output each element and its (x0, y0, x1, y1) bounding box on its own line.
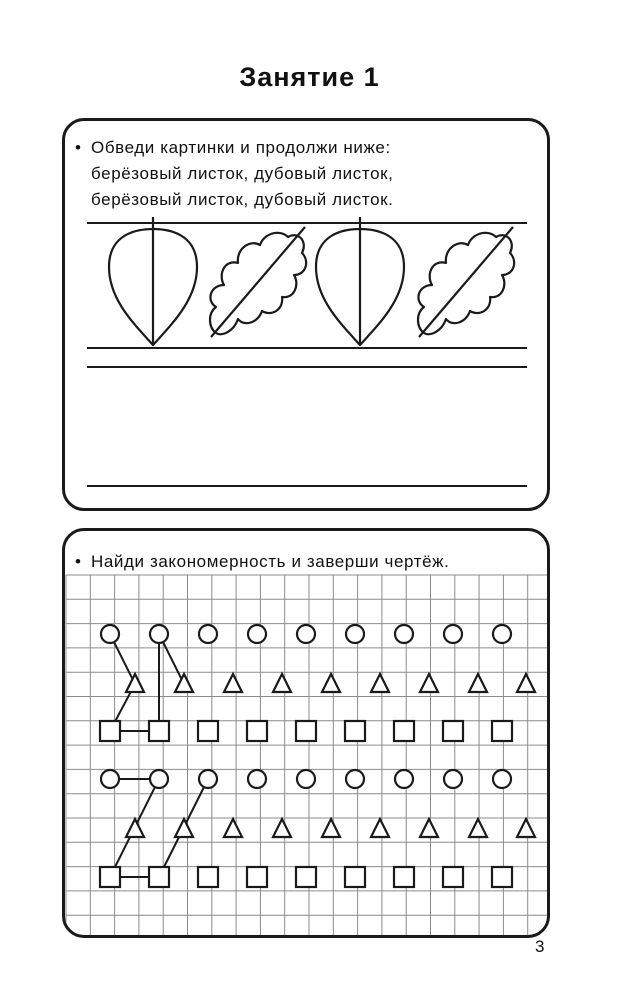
square-icon (100, 721, 120, 741)
circle-icon (101, 625, 119, 643)
triangle-icon (420, 819, 438, 837)
bullet-icon: • (75, 552, 82, 571)
square-icon (394, 867, 414, 887)
triangle-icon (469, 819, 487, 837)
page-title: Занятие 1 (239, 62, 380, 92)
triangle-icon (420, 674, 438, 692)
task1-line-1: Обведи картинки и продолжи ниже: (91, 138, 391, 157)
circle-icon (248, 625, 266, 643)
triangle-icon (469, 674, 487, 692)
square-icon (247, 867, 267, 887)
bullet-icon: • (75, 138, 82, 157)
circle-icon (346, 770, 364, 788)
circle-icon (199, 625, 217, 643)
leaf-drawing-area[interactable] (65, 121, 550, 511)
triangle-icon (175, 819, 193, 837)
triangle-icon (322, 819, 340, 837)
circle-icon (444, 625, 462, 643)
circle-icon (248, 770, 266, 788)
task1-line-3: берёзовый листок, дубовый листок. (91, 190, 394, 209)
triangle-icon (224, 819, 242, 837)
circle-icon (395, 625, 413, 643)
leaf-pattern-panel (62, 118, 550, 511)
triangle-icon (517, 819, 535, 837)
square-icon (247, 721, 267, 741)
square-icon (492, 867, 512, 887)
circle-icon (346, 625, 364, 643)
square-icon (296, 721, 316, 741)
circle-icon (297, 770, 315, 788)
task1-line-2: берёзовый листок, дубовый листок, (91, 164, 394, 183)
triangle-icon (517, 674, 535, 692)
triangle-icon (273, 819, 291, 837)
circle-icon (150, 625, 168, 643)
square-icon (492, 721, 512, 741)
circle-icon (444, 770, 462, 788)
circle-icon (493, 770, 511, 788)
square-icon (296, 867, 316, 887)
circle-icon (199, 770, 217, 788)
square-icon (394, 721, 414, 741)
square-icon (198, 867, 218, 887)
circle-icon (297, 625, 315, 643)
square-icon (149, 721, 169, 741)
circle-icon (150, 770, 168, 788)
triangle-icon (126, 674, 144, 692)
circle-icon (101, 770, 119, 788)
square-icon (345, 867, 365, 887)
square-icon (100, 867, 120, 887)
triangle-icon (175, 674, 193, 692)
square-icon (345, 721, 365, 741)
circle-icon (395, 770, 413, 788)
triangle-icon (322, 674, 340, 692)
shape-pattern-panel (62, 528, 550, 938)
task2-line-1: Найди закономерность и заверши чертёж. (91, 552, 450, 571)
triangle-icon (224, 674, 242, 692)
shape-grid-area[interactable] (65, 531, 550, 938)
circle-icon (493, 625, 511, 643)
square-icon (198, 721, 218, 741)
square-icon (443, 721, 463, 741)
page-number: 3 (535, 937, 545, 956)
triangle-icon (371, 674, 389, 692)
square-icon (443, 867, 463, 887)
square-icon (149, 867, 169, 887)
triangle-icon (371, 819, 389, 837)
triangle-icon (273, 674, 291, 692)
triangle-icon (126, 819, 144, 837)
